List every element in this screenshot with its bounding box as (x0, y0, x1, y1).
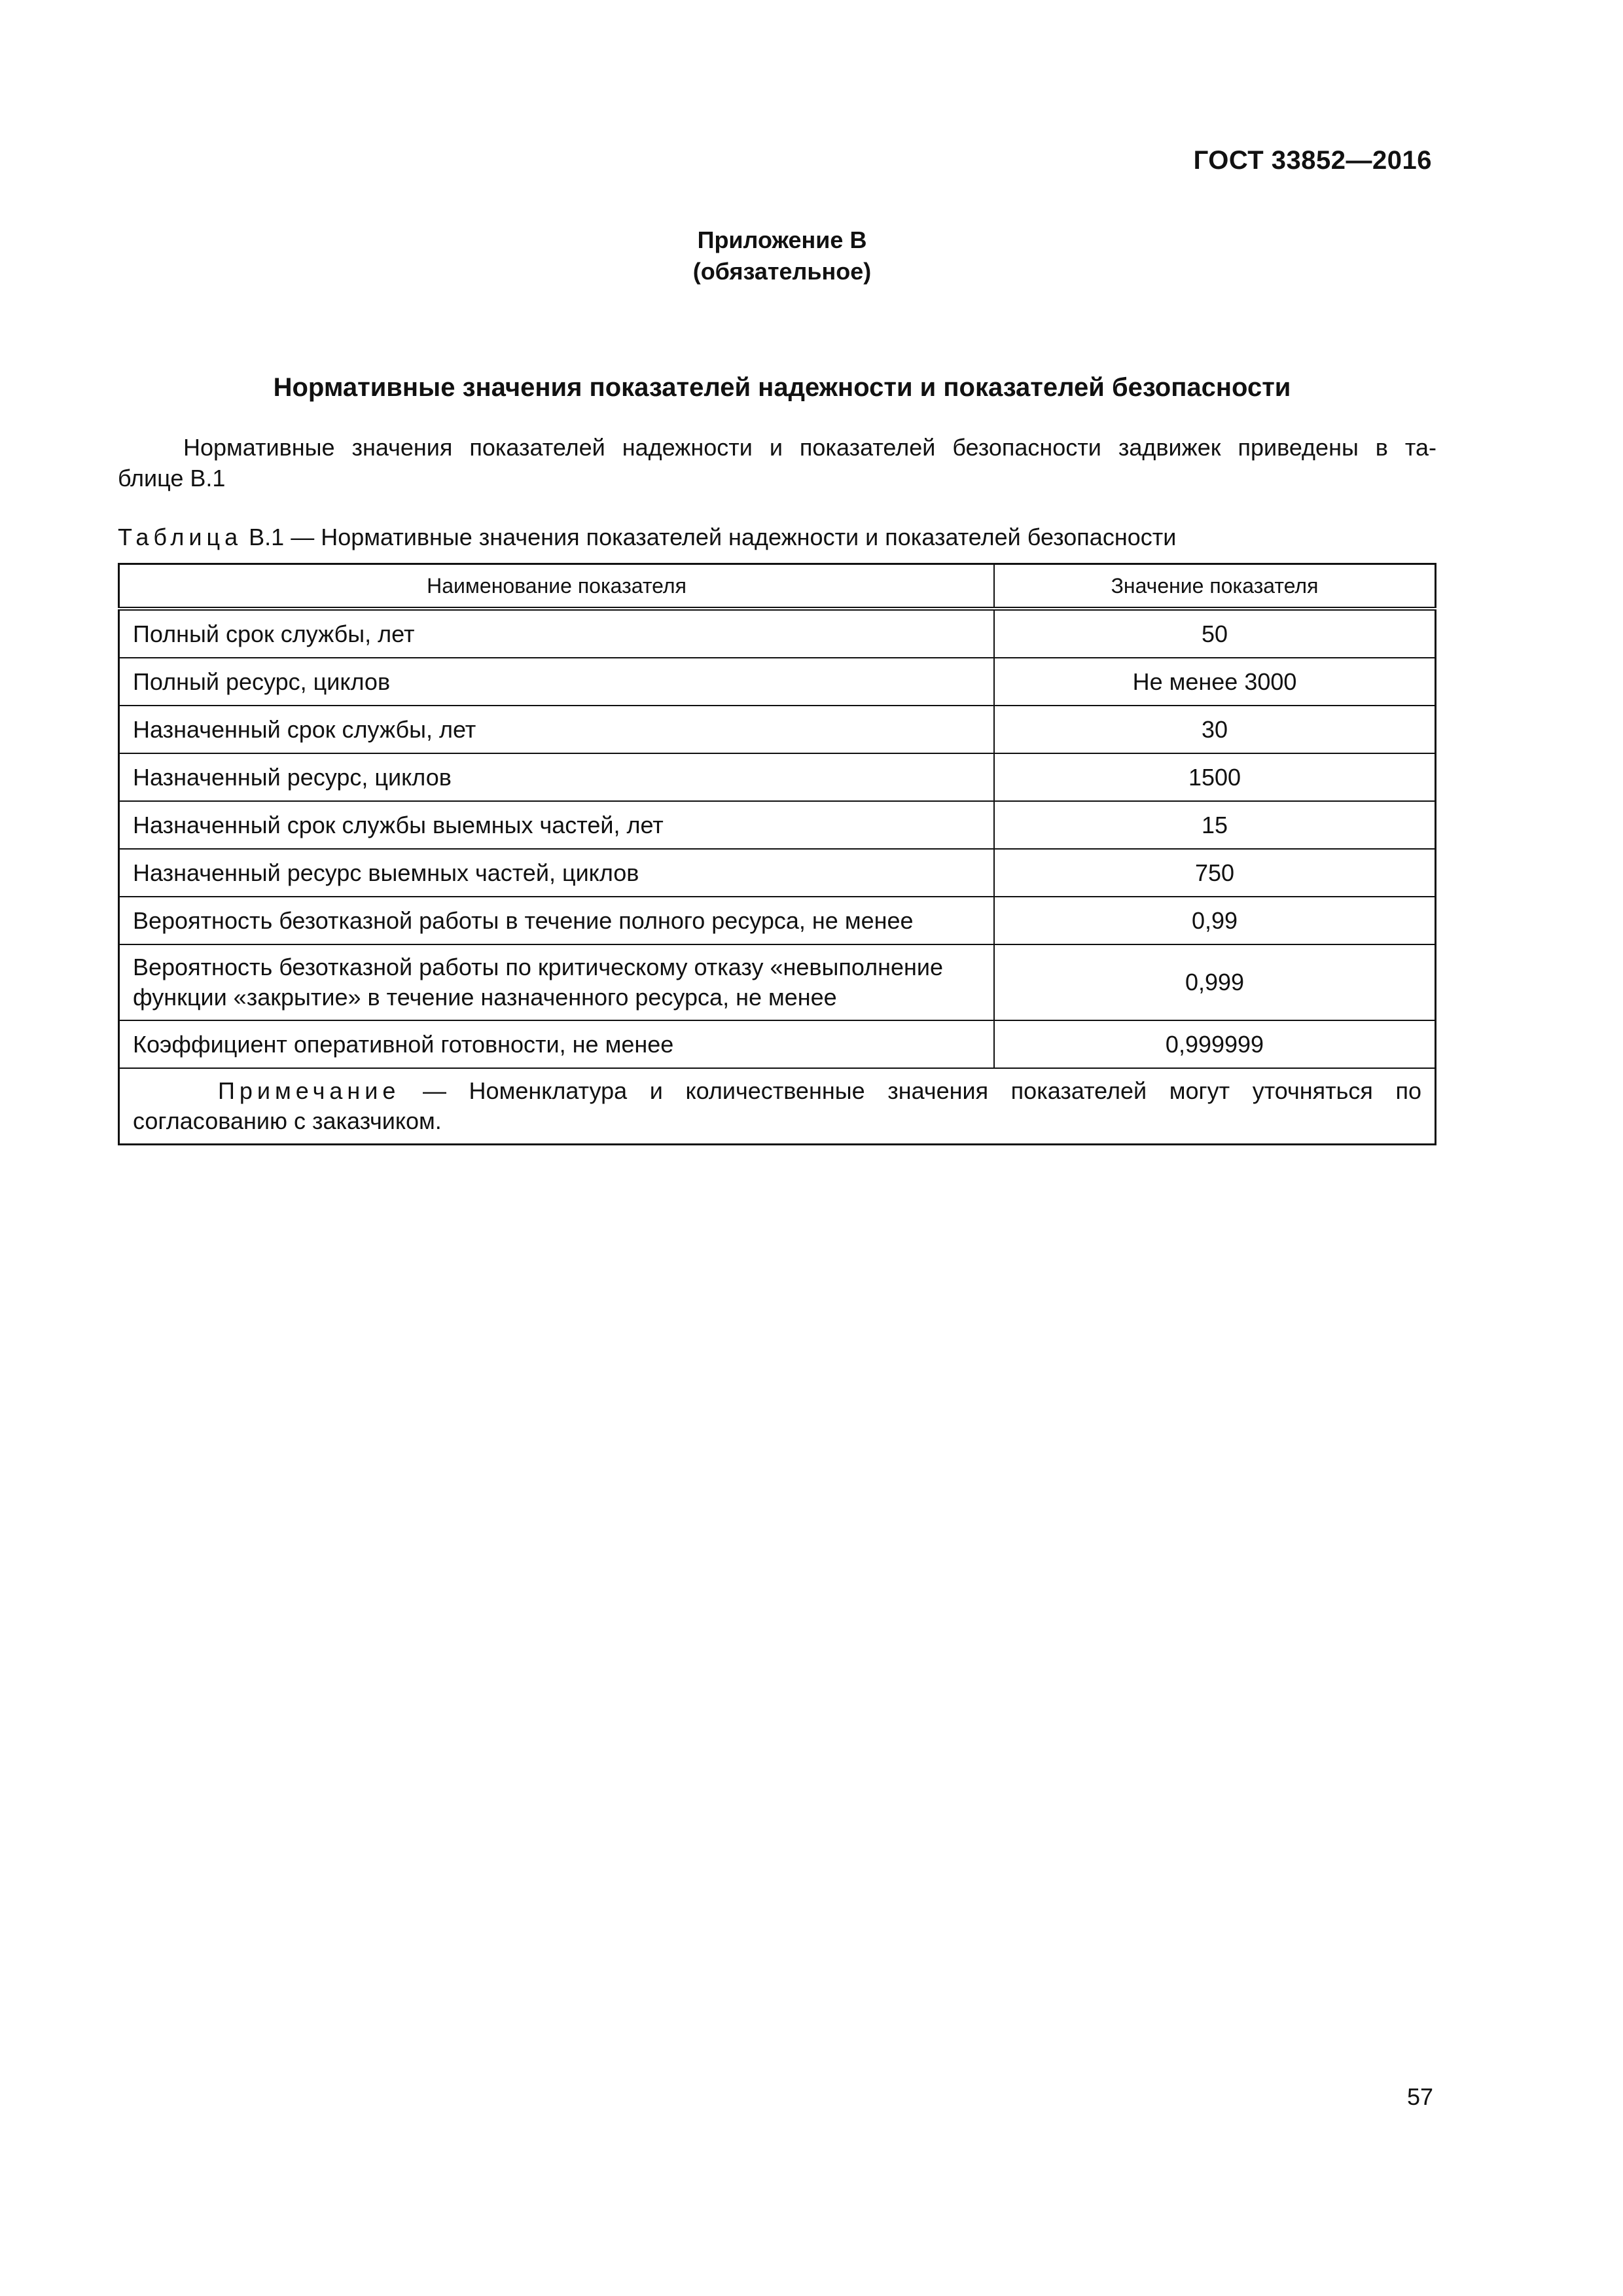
indicator-value: 0,999 (994, 944, 1436, 1020)
appendix-heading (0, 224, 1564, 287)
indicator-name-line-2: функции «закрытие» в течение назначенного ресурса, не менее (133, 984, 837, 1011)
table-row (119, 658, 1436, 706)
indicator-name: Назначенный срок службы, лет (119, 706, 995, 753)
indicator-name-line-1: Вероятность безотказной работы по критическому отказу «невыполнение (133, 954, 944, 980)
indicator-value: 30 (994, 706, 1436, 753)
indicators-table (118, 563, 1436, 1145)
intro-paragraph (118, 432, 1436, 493)
indicator-name: Полный срок службы, лет (119, 609, 995, 658)
column-header-value: Значение показателя (994, 564, 1436, 609)
indicator-name (119, 944, 995, 1020)
indicator-name: Назначенный ресурс, циклов (119, 753, 995, 801)
table-row (119, 753, 1436, 801)
table-row (119, 609, 1436, 658)
appendix-status: (обязательное) (692, 258, 872, 285)
intro-line-1: Нормативные значения показателей надежности и показателей безопасности задвижек приведены в та- (183, 434, 1436, 461)
table-note-row (119, 1068, 1436, 1145)
table-row (119, 801, 1436, 849)
indicator-name: Назначенный срок службы выемных частей, лет (119, 801, 995, 849)
column-header-name: Наименование показателя (119, 564, 995, 609)
indicator-name: Назначенный ресурс выемных частей, циклов (119, 849, 995, 897)
section-title: Нормативные значения показателей надежности и показателей безопасности (273, 373, 1291, 402)
indicator-value: 1500 (994, 753, 1436, 801)
intro-line-2: блице В.1 (118, 465, 226, 492)
table-header-row (119, 564, 1436, 609)
indicator-value: 750 (994, 849, 1436, 897)
table-row (119, 1020, 1436, 1068)
table-row (119, 897, 1436, 944)
table-caption-text: В.1 — Нормативные значения показателей надежности и показателей безопасности (242, 524, 1177, 550)
note-label: Примечание (218, 1077, 401, 1104)
table-row (119, 706, 1436, 753)
indicator-name: Полный ресурс, циклов (119, 658, 995, 706)
indicator-value: 0,999999 (994, 1020, 1436, 1068)
table-row (119, 849, 1436, 897)
document-code: ГОСТ 33852—2016 (1193, 146, 1432, 175)
table-row (119, 944, 1436, 1020)
page-number: 57 (1406, 2083, 1433, 2110)
indicator-value: Не менее 3000 (994, 658, 1436, 706)
appendix-title: Приложение В (697, 226, 867, 253)
indicator-name: Коэффициент оперативной готовности, не менее (119, 1020, 995, 1068)
indicator-value: 50 (994, 609, 1436, 658)
indicator-value: 15 (994, 801, 1436, 849)
indicator-name: Вероятность безотказной работы в течение полного ресурса, не менее (119, 897, 995, 944)
table-caption (118, 524, 1176, 551)
table-caption-label: Таблица (118, 524, 243, 550)
indicator-value: 0,99 (994, 897, 1436, 944)
note-text: — Номенклатура и количественные значения показателей могут уточняться по согласованию с заказчиком. (133, 1077, 1421, 1134)
table-note (119, 1068, 1436, 1145)
